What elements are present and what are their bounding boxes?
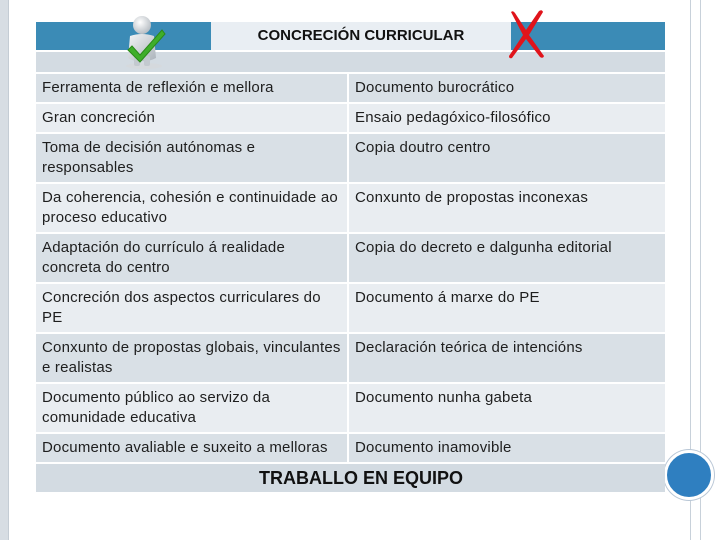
table-row xyxy=(36,332,665,382)
positive-cell: Concreción dos aspectos curriculares do PE xyxy=(36,284,349,332)
table-row xyxy=(36,432,665,462)
positive-cell: Da coherencia, cohesión e continuidade ao proceso educativo xyxy=(36,184,349,232)
positive-cell: Documento público ao servizo da comunidade educativa xyxy=(36,384,349,432)
table-row xyxy=(36,232,665,282)
table-row xyxy=(36,102,665,132)
table-row xyxy=(36,132,665,182)
negative-cell: Conxunto de propostas inconexas xyxy=(349,184,665,232)
positive-cell: Documento avaliable e suxeito a melloras xyxy=(36,434,349,462)
decorative-circle xyxy=(664,450,714,500)
red-x-icon xyxy=(505,8,547,60)
table-footer xyxy=(36,462,665,492)
negative-cell: Documento inamovible xyxy=(349,434,665,462)
negative-cell: Ensaio pedagóxico-filosófico xyxy=(349,104,665,132)
table-row xyxy=(36,182,665,232)
table-row xyxy=(36,72,665,102)
negative-cell: Documento á marxe do PE xyxy=(349,284,665,332)
negative-cell: Copia doutro centro xyxy=(349,134,665,182)
positive-cell: Adaptación do currículo á realidade concreta do centro xyxy=(36,234,349,282)
negative-cell: Declaración teórica de intencións xyxy=(349,334,665,382)
table-title: CONCRECIÓN CURRICULAR xyxy=(257,27,465,44)
negative-cell: Documento nunha gabeta xyxy=(349,384,665,432)
positive-cell: Ferramenta de reflexión e mellora xyxy=(36,74,349,102)
footer-label: TRABALLO EN EQUIPO xyxy=(258,468,463,488)
table-row xyxy=(36,382,665,432)
negative-cell: Documento burocrático xyxy=(349,74,665,102)
curriculum-table xyxy=(36,22,665,492)
slide-frame-left xyxy=(0,0,9,540)
person-with-checkmark-icon xyxy=(118,14,170,70)
positive-cell: Conxunto de propostas globais, vinculantes e realistas xyxy=(36,334,349,382)
positive-cell: Gran concreción xyxy=(36,104,349,132)
positive-cell: Toma de decisión autónomas e responsables xyxy=(36,134,349,182)
table-row xyxy=(36,282,665,332)
negative-cell: Copia do decreto e dalgunha editorial xyxy=(349,234,665,282)
